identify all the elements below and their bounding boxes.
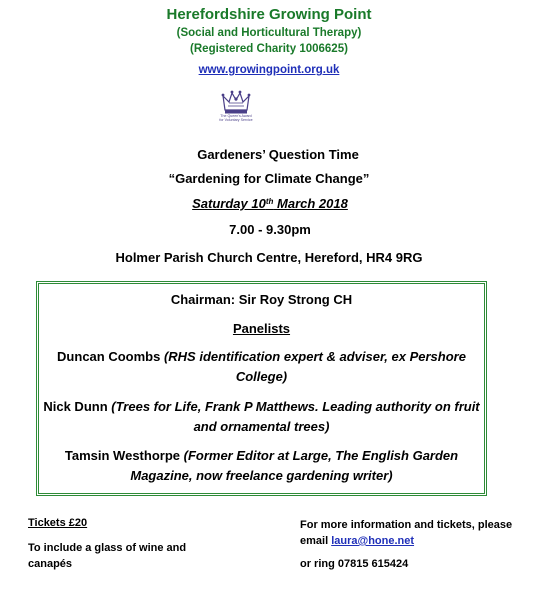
panelist-tamsin <box>36 446 487 486</box>
panelist-desc: (Former Editor at Large, The English Garden Magazine, now freelance gardening writer) <box>130 448 459 483</box>
org-name: Herefordshire Growing Point <box>166 6 372 23</box>
panelist-name: Duncan Coombs <box>57 349 164 364</box>
org-subtitle: (Social and Horticultural Therapy) <box>176 27 362 39</box>
tickets-price: Tickets £20 <box>28 517 88 529</box>
panelist-duncan <box>36 347 487 387</box>
phone-contact: or ring 07815 615424 <box>300 558 409 570</box>
panelist-name: Tamsin Westhorpe <box>64 448 184 463</box>
panelist-desc: (Trees for Life, Frank P Matthews. Leading authority on fruit and ornamental trees) <box>111 399 480 434</box>
panelist-desc: (RHS identification expert & adviser, ex Pershore College) <box>163 349 466 384</box>
info-text: For more information and tickets, please email <box>300 519 513 547</box>
charity-number: (Registered Charity 1006625) <box>190 43 348 55</box>
tickets-includes: To include a glass of wine and canapés <box>28 542 187 570</box>
panelist-nick <box>36 397 487 437</box>
event-time: 7.00 - 9.30pm <box>229 222 311 237</box>
date-ordinal: th <box>265 197 274 206</box>
panelists-heading: Panelists <box>232 321 291 336</box>
event-date <box>1 196 538 211</box>
chairman: Chairman: Sir Roy Strong CH <box>170 292 353 307</box>
date-rest: March 2018 <box>273 196 348 211</box>
email-link[interactable]: laura@hone.net <box>331 535 415 547</box>
website-link[interactable]: www.growingpoint.org.uk <box>198 64 340 76</box>
date-main: Saturday 10 <box>192 196 266 211</box>
award-text-2: for Voluntary Service <box>219 118 253 122</box>
award-text-1: The Queen's Award <box>220 114 252 118</box>
info-contact <box>300 517 535 549</box>
panelist-name: Nick Dunn <box>43 399 112 414</box>
event-theme: “Gardening for Climate Change” <box>168 171 370 186</box>
event-venue: Holmer Parish Church Centre, Hereford, HR4 9RG <box>115 250 423 265</box>
event-title: Gardeners’ Question Time <box>197 147 359 162</box>
